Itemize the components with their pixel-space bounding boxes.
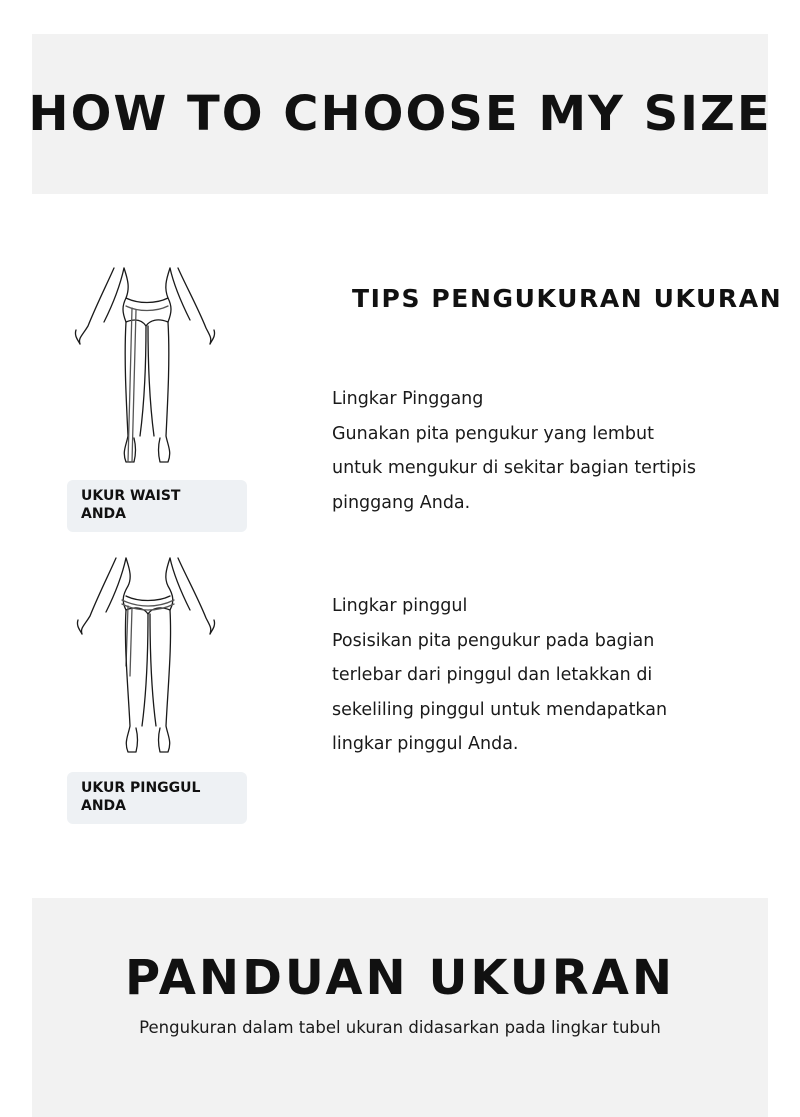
tip-line: pinggang Anda. <box>332 492 471 513</box>
hip-measure-illustration <box>66 556 246 756</box>
page-title: HOW TO CHOOSE MY SIZE <box>28 86 772 142</box>
waist-tip <box>332 382 772 520</box>
waist-label-line1: UKUR WAIST <box>81 488 181 504</box>
size-guide-subtitle: Pengukuran dalam tabel ukuran didasarkan pada lingkar tubuh <box>139 1018 661 1037</box>
hip-label-line2: ANDA <box>81 798 127 814</box>
tip-line: Posisikan pita pengukur pada bagian <box>332 630 655 651</box>
tip-line: terlebar dari pinggul dan letakkan di <box>332 665 653 685</box>
tip-line: lingkar pinggul Anda. <box>332 734 519 754</box>
hip-label-line1: UKUR PINGGUL <box>81 780 201 796</box>
tip-heading: Lingkar Pinggang <box>332 389 484 409</box>
hip-tip <box>332 589 772 762</box>
size-guide-title: PANDUAN UKURAN <box>124 950 676 1006</box>
hip-measure-label <box>67 772 247 824</box>
tip-line: Gunakan pita pengukur yang lembut <box>332 423 654 444</box>
waist-measure-label <box>67 480 247 532</box>
header-banner <box>28 34 772 194</box>
tip-line: untuk mengukur di sekitar bagian tertipis <box>332 458 696 478</box>
waist-measure-illustration <box>66 266 246 466</box>
tips-title: TIPS PENGUKURAN UKURAN <box>352 284 783 313</box>
size-guide-banner <box>32 898 768 1117</box>
tip-heading: Lingkar pinggul <box>332 596 468 616</box>
waist-label-line2: ANDA <box>81 506 127 522</box>
tip-line: sekeliling pinggul untuk mendapatkan <box>332 699 668 720</box>
